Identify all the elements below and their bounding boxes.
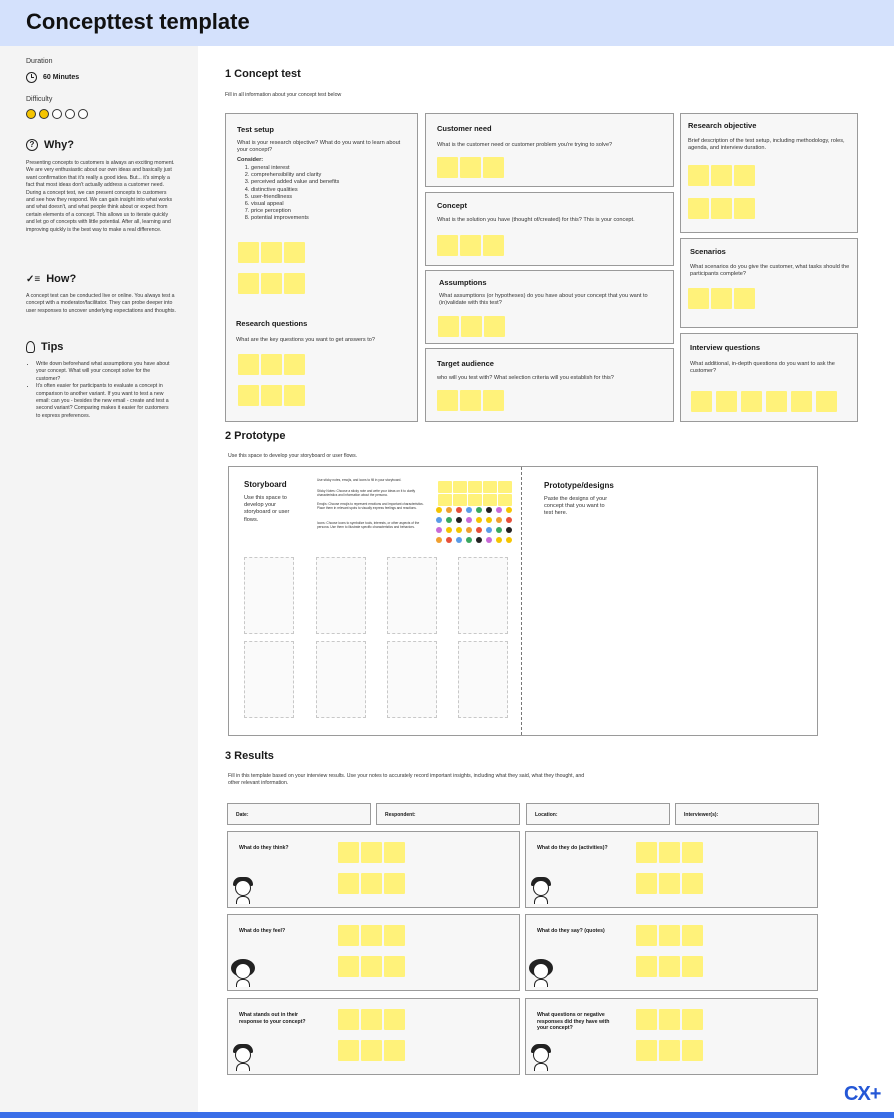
sticky-note[interactable] <box>338 925 359 946</box>
clock-icon <box>26 72 37 83</box>
section-concept-test-subtitle: Fill in all information about your concept test below <box>225 92 342 98</box>
sticky-note[interactable] <box>384 1009 405 1030</box>
result-question: What stands out in their response to your concept? <box>239 1012 306 1025</box>
section-concept-test-title: 1 Concept test <box>225 68 301 80</box>
sticky-notes[interactable] <box>338 873 405 894</box>
emoji-sticker[interactable] <box>506 537 512 543</box>
sticky-note[interactable] <box>338 1040 359 1061</box>
result-box[interactable] <box>525 998 818 1075</box>
sticky-note[interactable] <box>734 198 755 219</box>
respondent-field[interactable] <box>376 803 520 825</box>
consider-item: 7. price perception <box>251 208 411 215</box>
emoji-sticker[interactable] <box>436 517 442 523</box>
sticky-note[interactable] <box>384 956 405 977</box>
result-question: What questions or negative responses did they have with your concept? <box>537 1012 610 1032</box>
sticky-note[interactable] <box>659 925 680 946</box>
bottom-bar <box>0 1112 894 1118</box>
sticky-notes[interactable] <box>636 842 703 863</box>
difficulty-dot <box>65 109 75 119</box>
sticky-note[interactable] <box>468 481 482 493</box>
sticky-notes[interactable] <box>636 873 703 894</box>
sticky-note[interactable] <box>659 1009 680 1030</box>
why-text: Presenting concepts to customers is always an exciting moment. We are very enthusiastic about our own ideas and basically just want confirmation that it's really a good idea. But... it's simply a fact that most ideas don't actually address a customer need. During a concept test, we can present concepts to customers and see how they respond. We can gain insight into what works and what doesn't, and what people think about or expect from certain elements of a concept. This allows us to iterate quickly and let go of concepts with little potential. After all, learning and improving quickly is the best way to make a real difference. <box>26 160 175 233</box>
sticky-note[interactable] <box>361 1009 382 1030</box>
difficulty-dot <box>52 109 62 119</box>
sticky-notes[interactable] <box>437 157 504 178</box>
sticky-notes[interactable] <box>636 1040 703 1061</box>
sticky-note[interactable] <box>766 391 787 412</box>
sticky-notes[interactable] <box>437 390 504 411</box>
storyboard-title: Storyboard <box>244 480 287 489</box>
interview-questions-text: What additional, in-depth questions do you want to ask the customer? <box>690 361 835 375</box>
result-box[interactable] <box>525 914 818 991</box>
consider-item: 2. comprehensibility and clarity <box>251 172 411 179</box>
sticky-note[interactable] <box>688 198 709 219</box>
sticky-note[interactable] <box>261 273 282 294</box>
sticky-note[interactable] <box>791 391 812 412</box>
sticky-note[interactable] <box>460 157 481 178</box>
sticky-note[interactable] <box>688 165 709 186</box>
emoji-sticker[interactable] <box>506 517 512 523</box>
emoji-sticker[interactable] <box>486 507 492 513</box>
sticky-note[interactable] <box>384 925 405 946</box>
emoji-sticker[interactable] <box>506 527 512 533</box>
why-heading <box>26 139 74 151</box>
emoji-sticker[interactable] <box>446 527 452 533</box>
tip-item: • It's often easier for participants to evaluate a concept in comparison to another variant. If you want to test a new email: can you - besides the new email - create and test a second variant? Comparing makes it easier for customers to express preferences. <box>36 383 174 420</box>
assumptions-text: What assumptions (or hypotheses) do you have about your concept that you want to (in)validate with this test? <box>439 293 648 307</box>
difficulty-dot <box>26 109 36 119</box>
scenarios-title: Scenarios <box>690 247 726 256</box>
section-results-title: 3 Results <box>225 750 274 762</box>
persona-avatar <box>231 959 255 987</box>
prototype-divider <box>521 467 522 735</box>
respondent-label: Respondent: <box>385 812 416 818</box>
research-questions-text: What are the key questions you want to get answers to? <box>236 337 375 343</box>
sticky-note[interactable] <box>682 1009 703 1030</box>
checklist-icon: ✓≡ <box>26 273 41 285</box>
emoji-sticker[interactable] <box>476 527 482 533</box>
sticky-note[interactable] <box>361 842 382 863</box>
sticky-note[interactable] <box>460 235 481 256</box>
sticky-note[interactable] <box>384 873 405 894</box>
sticky-note[interactable] <box>636 1040 657 1061</box>
emoji-sticker[interactable] <box>496 537 502 543</box>
result-question: What do they feel? <box>239 928 286 934</box>
sticky-note[interactable] <box>284 354 305 375</box>
sticky-note[interactable] <box>238 273 259 294</box>
storyboard-frame[interactable] <box>387 557 437 634</box>
sticky-note[interactable] <box>659 873 680 894</box>
sticky-notes[interactable] <box>636 956 703 977</box>
sticky-note[interactable] <box>711 198 732 219</box>
sticky-notes[interactable] <box>437 235 504 256</box>
sticky-note[interactable] <box>361 873 382 894</box>
sticky-note[interactable] <box>483 481 497 493</box>
sticky-note[interactable] <box>338 956 359 977</box>
persona-avatar <box>529 959 553 987</box>
duration-value: 60 Minutes <box>43 74 80 81</box>
sticky-note[interactable] <box>682 842 703 863</box>
storyboard-instr-notes: Sticky Notes: Choose a sticky note and write your ideas on it to clarify characteristics and information about the persona. <box>317 489 416 498</box>
sticky-note[interactable] <box>361 925 382 946</box>
sticky-notes[interactable] <box>238 385 305 406</box>
sticky-note[interactable] <box>688 288 709 309</box>
tip-item: • Write down beforehand what assumptions you have about your concept. What will your concept solve for the customer? <box>36 361 174 383</box>
storyboard-instr-icons: Icons: Choose icons to symbolize tools, interests, or other aspects of the persona. Use them to illustrate specific characteristics and behaviors. <box>317 521 420 530</box>
sticky-notes[interactable] <box>636 1009 703 1030</box>
sticky-note[interactable] <box>636 1009 657 1030</box>
research-objective-text: Brief description of the test setup, including methodology, roles, agenda, and interview duration. <box>688 138 845 152</box>
section-results-subtitle: Fill in this template based on your interview results. Use your notes to accurately record important insights, including what they said, what they thought, and other relevant information. <box>228 773 585 787</box>
consider-label: Consider: <box>237 157 264 163</box>
sticky-note[interactable] <box>636 873 657 894</box>
emoji-sticker[interactable] <box>496 517 502 523</box>
storyboard-frame[interactable] <box>244 641 294 718</box>
emoji-sticker[interactable] <box>466 527 472 533</box>
sticky-note[interactable] <box>659 1040 680 1061</box>
result-question: What do they do (activities)? <box>537 845 608 851</box>
tips-list <box>26 361 174 420</box>
page-title: Concepttest template <box>26 9 250 34</box>
persona-avatar <box>231 876 255 904</box>
cx-logo: CX+ <box>844 1083 881 1105</box>
storyboard-frame[interactable] <box>387 641 437 718</box>
sticky-note[interactable] <box>468 494 482 506</box>
sticky-notes[interactable] <box>338 925 405 946</box>
duration <box>26 72 79 83</box>
difficulty-label: Difficulty <box>26 96 53 103</box>
emoji-sticker[interactable] <box>436 527 442 533</box>
result-box[interactable] <box>227 914 520 991</box>
sticky-note[interactable] <box>438 481 452 493</box>
sticky-note[interactable] <box>338 842 359 863</box>
sticky-note[interactable] <box>682 873 703 894</box>
how-text: A concept test can be conducted live or online. You always test a concept with a moderator/facilitator. They can probe deeper into user responses to uncover underlying expectations and thoughts. <box>26 293 176 314</box>
sticky-note[interactable] <box>284 385 305 406</box>
sticky-note-palette[interactable] <box>438 481 512 506</box>
duration-label: Duration <box>26 58 53 65</box>
sticky-notes[interactable] <box>438 316 505 337</box>
sticky-notes[interactable] <box>688 288 755 309</box>
emoji-sticker[interactable] <box>446 507 452 513</box>
sticky-note[interactable] <box>659 842 680 863</box>
date-field[interactable] <box>227 803 371 825</box>
storyboard-frame[interactable] <box>316 557 366 634</box>
consider-item: 6. visual appeal <box>251 201 411 208</box>
how-title: How? <box>46 273 77 285</box>
prototype-designs-text: Paste the designs of your concept that you want to test here. <box>544 496 608 517</box>
emoji-sticker[interactable] <box>486 537 492 543</box>
sticky-note[interactable] <box>338 1009 359 1030</box>
sticky-note[interactable] <box>483 390 504 411</box>
result-box[interactable] <box>227 831 520 908</box>
sticky-note[interactable] <box>659 956 680 977</box>
sticky-note[interactable] <box>238 385 259 406</box>
sticky-note[interactable] <box>711 288 732 309</box>
sticky-notes[interactable] <box>338 842 405 863</box>
sticky-note[interactable] <box>261 354 282 375</box>
sticky-note[interactable] <box>284 242 305 263</box>
sticky-notes[interactable] <box>688 198 755 219</box>
tips-title: Tips <box>41 341 64 353</box>
sticky-notes[interactable] <box>338 1040 405 1061</box>
research-objective-title: Research objective <box>688 121 757 130</box>
sticky-notes[interactable] <box>636 925 703 946</box>
difficulty-dot <box>39 109 49 119</box>
sticky-note[interactable] <box>384 842 405 863</box>
storyboard-instr-emojis: Emojis: Choose emojis to represent emotions and important characteristics. Place them in relevant spots to visually express feelings and reactions. <box>317 502 424 511</box>
emoji-sticker[interactable] <box>496 507 502 513</box>
assumptions-title: Assumptions <box>439 278 487 287</box>
sticky-note[interactable] <box>636 925 657 946</box>
sticky-note[interactable] <box>461 316 482 337</box>
section-prototype-title: 2 Prototype <box>225 430 286 442</box>
customer-need-title: Customer need <box>437 124 492 133</box>
result-box[interactable] <box>227 998 520 1075</box>
header <box>0 0 894 46</box>
sticky-note[interactable] <box>284 273 305 294</box>
sticky-note[interactable] <box>498 481 512 493</box>
concept-text: What is the solution you have (thought of/created) for this? This is your concept. <box>437 217 635 223</box>
sticky-note[interactable] <box>384 1040 405 1061</box>
emoji-sticker[interactable] <box>456 527 462 533</box>
sticky-note[interactable] <box>636 842 657 863</box>
sticky-note[interactable] <box>438 316 459 337</box>
section-prototype-subtitle: Use this space to develop your storyboard or user flows. <box>228 453 358 459</box>
sticky-note[interactable] <box>741 391 762 412</box>
sticky-note[interactable] <box>437 390 458 411</box>
test-setup-question: What is your research objective? What do you want to learn about your concept? <box>237 140 401 154</box>
emoji-sticker[interactable] <box>446 537 452 543</box>
difficulty-dot <box>78 109 88 119</box>
storyboard-frame[interactable] <box>316 641 366 718</box>
sticky-note[interactable] <box>682 925 703 946</box>
emoji-sticker[interactable] <box>436 537 442 543</box>
interview-questions-title: Interview questions <box>690 343 761 352</box>
test-setup-title: Test setup <box>237 125 274 134</box>
sticky-note[interactable] <box>437 235 458 256</box>
how-heading <box>26 273 76 285</box>
sticky-note[interactable] <box>483 235 504 256</box>
storyboard-text: Use this space to develop your storyboard or user flows. <box>244 495 290 523</box>
question-circle-icon: ? <box>26 139 38 151</box>
emoji-sticker[interactable] <box>456 537 462 543</box>
persona-avatar <box>231 1043 255 1071</box>
concept-title: Concept <box>437 201 467 210</box>
tips-heading <box>26 341 63 353</box>
sticky-note[interactable] <box>711 165 732 186</box>
sticky-note[interactable] <box>261 385 282 406</box>
sticky-notes[interactable] <box>238 354 305 375</box>
location-field[interactable] <box>526 803 670 825</box>
emoji-sticker[interactable] <box>446 517 452 523</box>
result-question: What do they say? (quotes) <box>537 928 605 934</box>
emoji-sticker[interactable] <box>476 537 482 543</box>
sticky-note[interactable] <box>682 1040 703 1061</box>
sticky-notes[interactable] <box>238 273 305 294</box>
customer-need-text: What is the customer need or customer problem you're trying to solve? <box>437 142 613 148</box>
target-audience-text: who will you test with? What selection criteria will you establish for this? <box>437 375 614 381</box>
date-label: Date: <box>236 812 249 818</box>
prototype-designs-title: Prototype/designs <box>544 481 614 490</box>
emoji-sticker[interactable] <box>456 507 462 513</box>
consider-item: 4. distinctive qualities <box>251 187 411 194</box>
sticky-note[interactable] <box>682 956 703 977</box>
emoji-sticker[interactable] <box>476 507 482 513</box>
interviewer-label: Interviewer(s): <box>684 812 719 818</box>
lightbulb-icon <box>26 341 35 353</box>
storyboard-frame[interactable] <box>458 641 508 718</box>
sticky-note[interactable] <box>734 165 755 186</box>
emoji-sticker[interactable] <box>436 507 442 513</box>
persona-avatar <box>529 1043 553 1071</box>
consider-item: 8. potential improvements <box>251 215 411 222</box>
emoji-sticker[interactable] <box>476 517 482 523</box>
sticky-note[interactable] <box>338 873 359 894</box>
consider-item: 3. perceived added value and benefits <box>251 179 411 186</box>
sticky-notes[interactable] <box>238 242 305 263</box>
sticky-note[interactable] <box>238 242 259 263</box>
sticky-note[interactable] <box>691 391 712 412</box>
sticky-note[interactable] <box>484 316 505 337</box>
sticky-notes[interactable] <box>688 165 755 186</box>
sticky-note[interactable] <box>816 391 837 412</box>
difficulty-rating <box>26 109 88 119</box>
result-question: What do they think? <box>239 845 289 851</box>
emoji-sticker[interactable] <box>496 527 502 533</box>
emoji-sticker[interactable] <box>486 517 492 523</box>
sticky-note[interactable] <box>453 481 467 493</box>
emoji-sticker[interactable] <box>486 527 492 533</box>
storyboard-frame[interactable] <box>244 557 294 634</box>
sticky-notes[interactable] <box>691 391 837 412</box>
emoji-sticker[interactable] <box>466 517 472 523</box>
sticky-note[interactable] <box>636 956 657 977</box>
why-title: Why? <box>44 139 74 151</box>
sticky-note[interactable] <box>261 242 282 263</box>
sticky-note[interactable] <box>460 390 481 411</box>
consider-item: 5. user-friendliness <box>251 194 411 201</box>
sticky-note[interactable] <box>483 157 504 178</box>
location-label: Location: <box>535 812 558 818</box>
consider-list <box>251 165 411 223</box>
emoji-sticker[interactable] <box>466 537 472 543</box>
scenarios-text: What scenarios do you give the customer, what tasks should the participants complete? <box>690 264 850 278</box>
result-box[interactable] <box>525 831 818 908</box>
sticky-note[interactable] <box>483 494 497 506</box>
sticky-note[interactable] <box>437 157 458 178</box>
sticky-note[interactable] <box>734 288 755 309</box>
sticky-note[interactable] <box>361 956 382 977</box>
consider-item: 1. general interest <box>251 165 411 172</box>
research-questions-title: Research questions <box>236 319 308 328</box>
sticky-note[interactable] <box>498 494 512 506</box>
sticky-notes[interactable] <box>338 956 405 977</box>
target-audience-title: Target audience <box>437 359 494 368</box>
sticky-note[interactable] <box>453 494 467 506</box>
storyboard-instr-intro: Use sticky notes, emojis, and icons to fill in your storyboard. <box>317 478 402 482</box>
persona-avatar <box>529 876 553 904</box>
storyboard-frame[interactable] <box>458 557 508 634</box>
emoji-sticker[interactable] <box>506 507 512 513</box>
interviewer-field[interactable] <box>675 803 819 825</box>
sticky-notes[interactable] <box>338 1009 405 1030</box>
sticky-note[interactable] <box>361 1040 382 1061</box>
emoji-sticker[interactable] <box>466 507 472 513</box>
emoji-sticker[interactable] <box>456 517 462 523</box>
sticky-note[interactable] <box>238 354 259 375</box>
sticky-note[interactable] <box>716 391 737 412</box>
sticky-note[interactable] <box>438 494 452 506</box>
